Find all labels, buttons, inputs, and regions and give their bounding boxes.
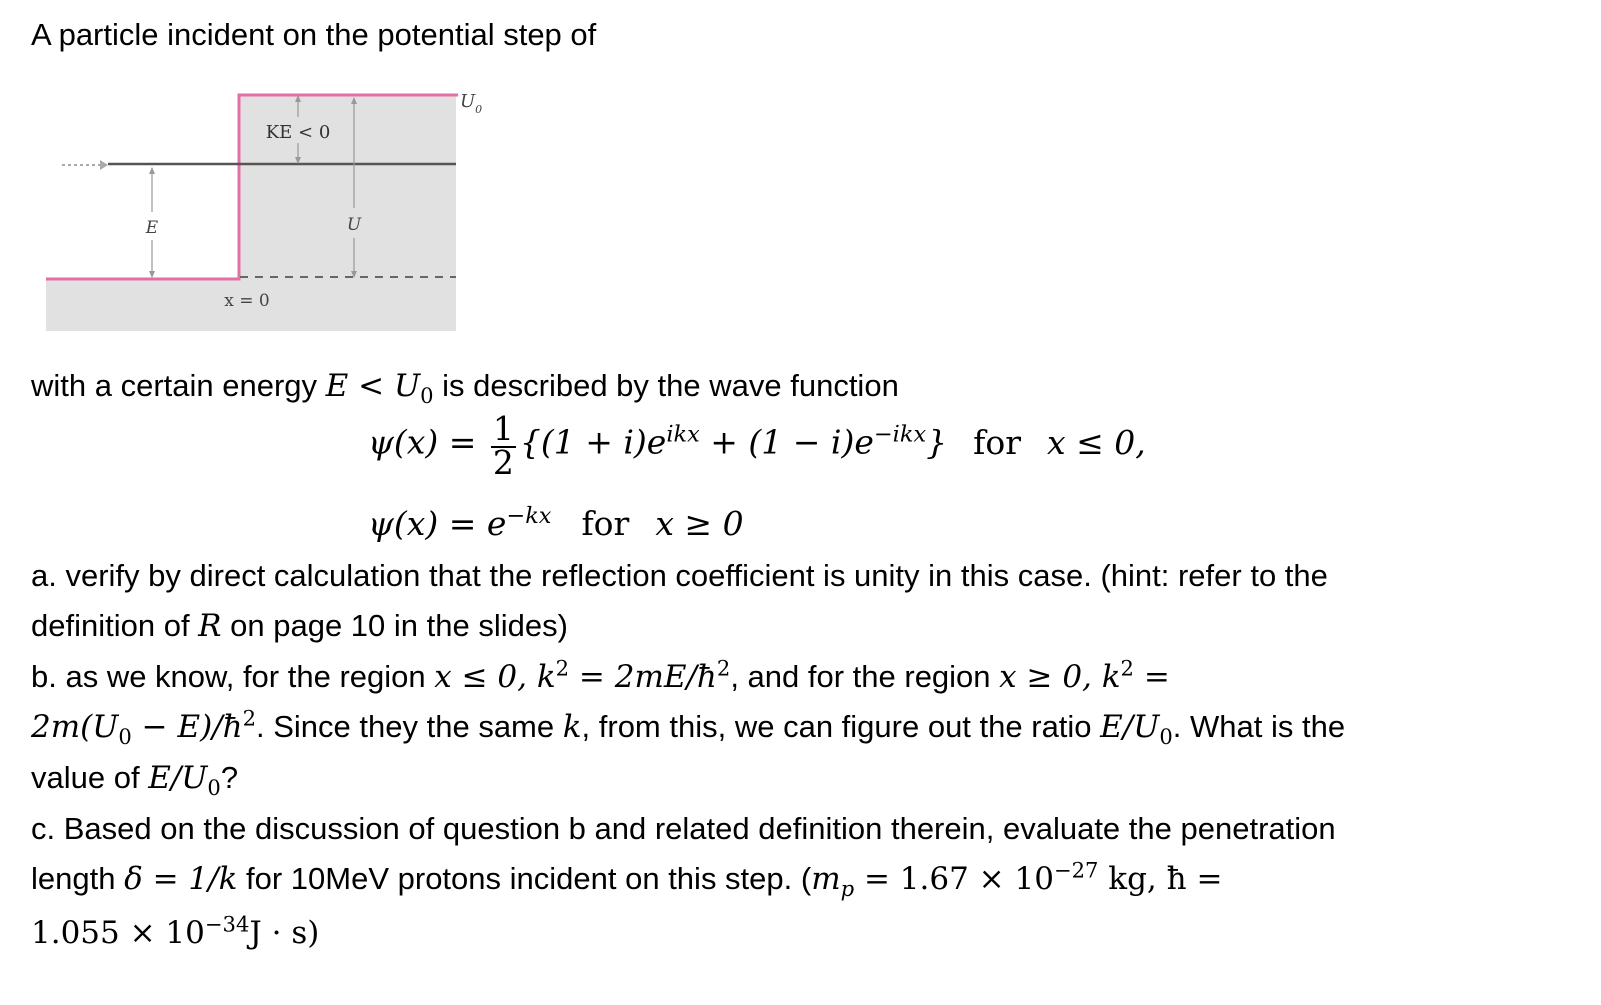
question-a-line2: definition of R on page 10 in the slides) xyxy=(31,608,568,644)
energy-sentence: with a certain energy $E < U_0$ is described by the wave function xyxy=(31,368,899,409)
question-b-line1: b. as we know, for the region x ≤ 0, $k^2$ = $2mE/ħ^2$, and for the region x ≥ 0, $k^2$ = xyxy=(31,655,1170,695)
question-a-line1: a. verify by direct calculation that the reflection coefficient is unity in this case. (hint: refer to the xyxy=(31,558,1328,593)
question-c-line2: length δ = 1/k for 10MeV protons incident on this step. ($m_p = 1.67 \times 10^{-27}$ kg, ħ = xyxy=(31,857,1223,902)
label-KE: KE < 0 xyxy=(265,122,331,143)
question-b-line2: $2m(U_0$ − $E)/ħ^2$. Since they the same k, from this, we can figure out the ratio $E/U_0$. What is the xyxy=(31,705,1346,750)
intro-text: A particle incident on the potential step of xyxy=(31,17,597,52)
fraction-one-half: $\frac{1}{2}$ xyxy=(492,409,514,482)
wavefunction-left: ψ(x) = $\frac{1}{2}$ $\{(1 + i)e^{ikx} + (1 - i)e^{-ikx}\}$ for x ≤ 0, xyxy=(368,409,1146,482)
label-x0: x = 0 xyxy=(224,291,270,311)
label-E: E xyxy=(145,218,159,238)
label-U0: $U_0$ xyxy=(460,91,483,116)
incident-arrow-head xyxy=(100,160,108,170)
question-c-line1: c. Based on the discussion of question b and related definition therein, evaluate the penetration xyxy=(31,811,1336,846)
wavefunction-right: $\psi(x) = e^{-kx}$ for x ≥ 0 xyxy=(368,503,744,543)
label-U: U xyxy=(346,215,362,235)
potential-step-diagram xyxy=(40,82,483,334)
question-b-line3: value of $E/U_0$? xyxy=(31,760,239,801)
question-c-line3: $1.055 \times 10^{-34}J \cdot s$) xyxy=(31,911,320,951)
